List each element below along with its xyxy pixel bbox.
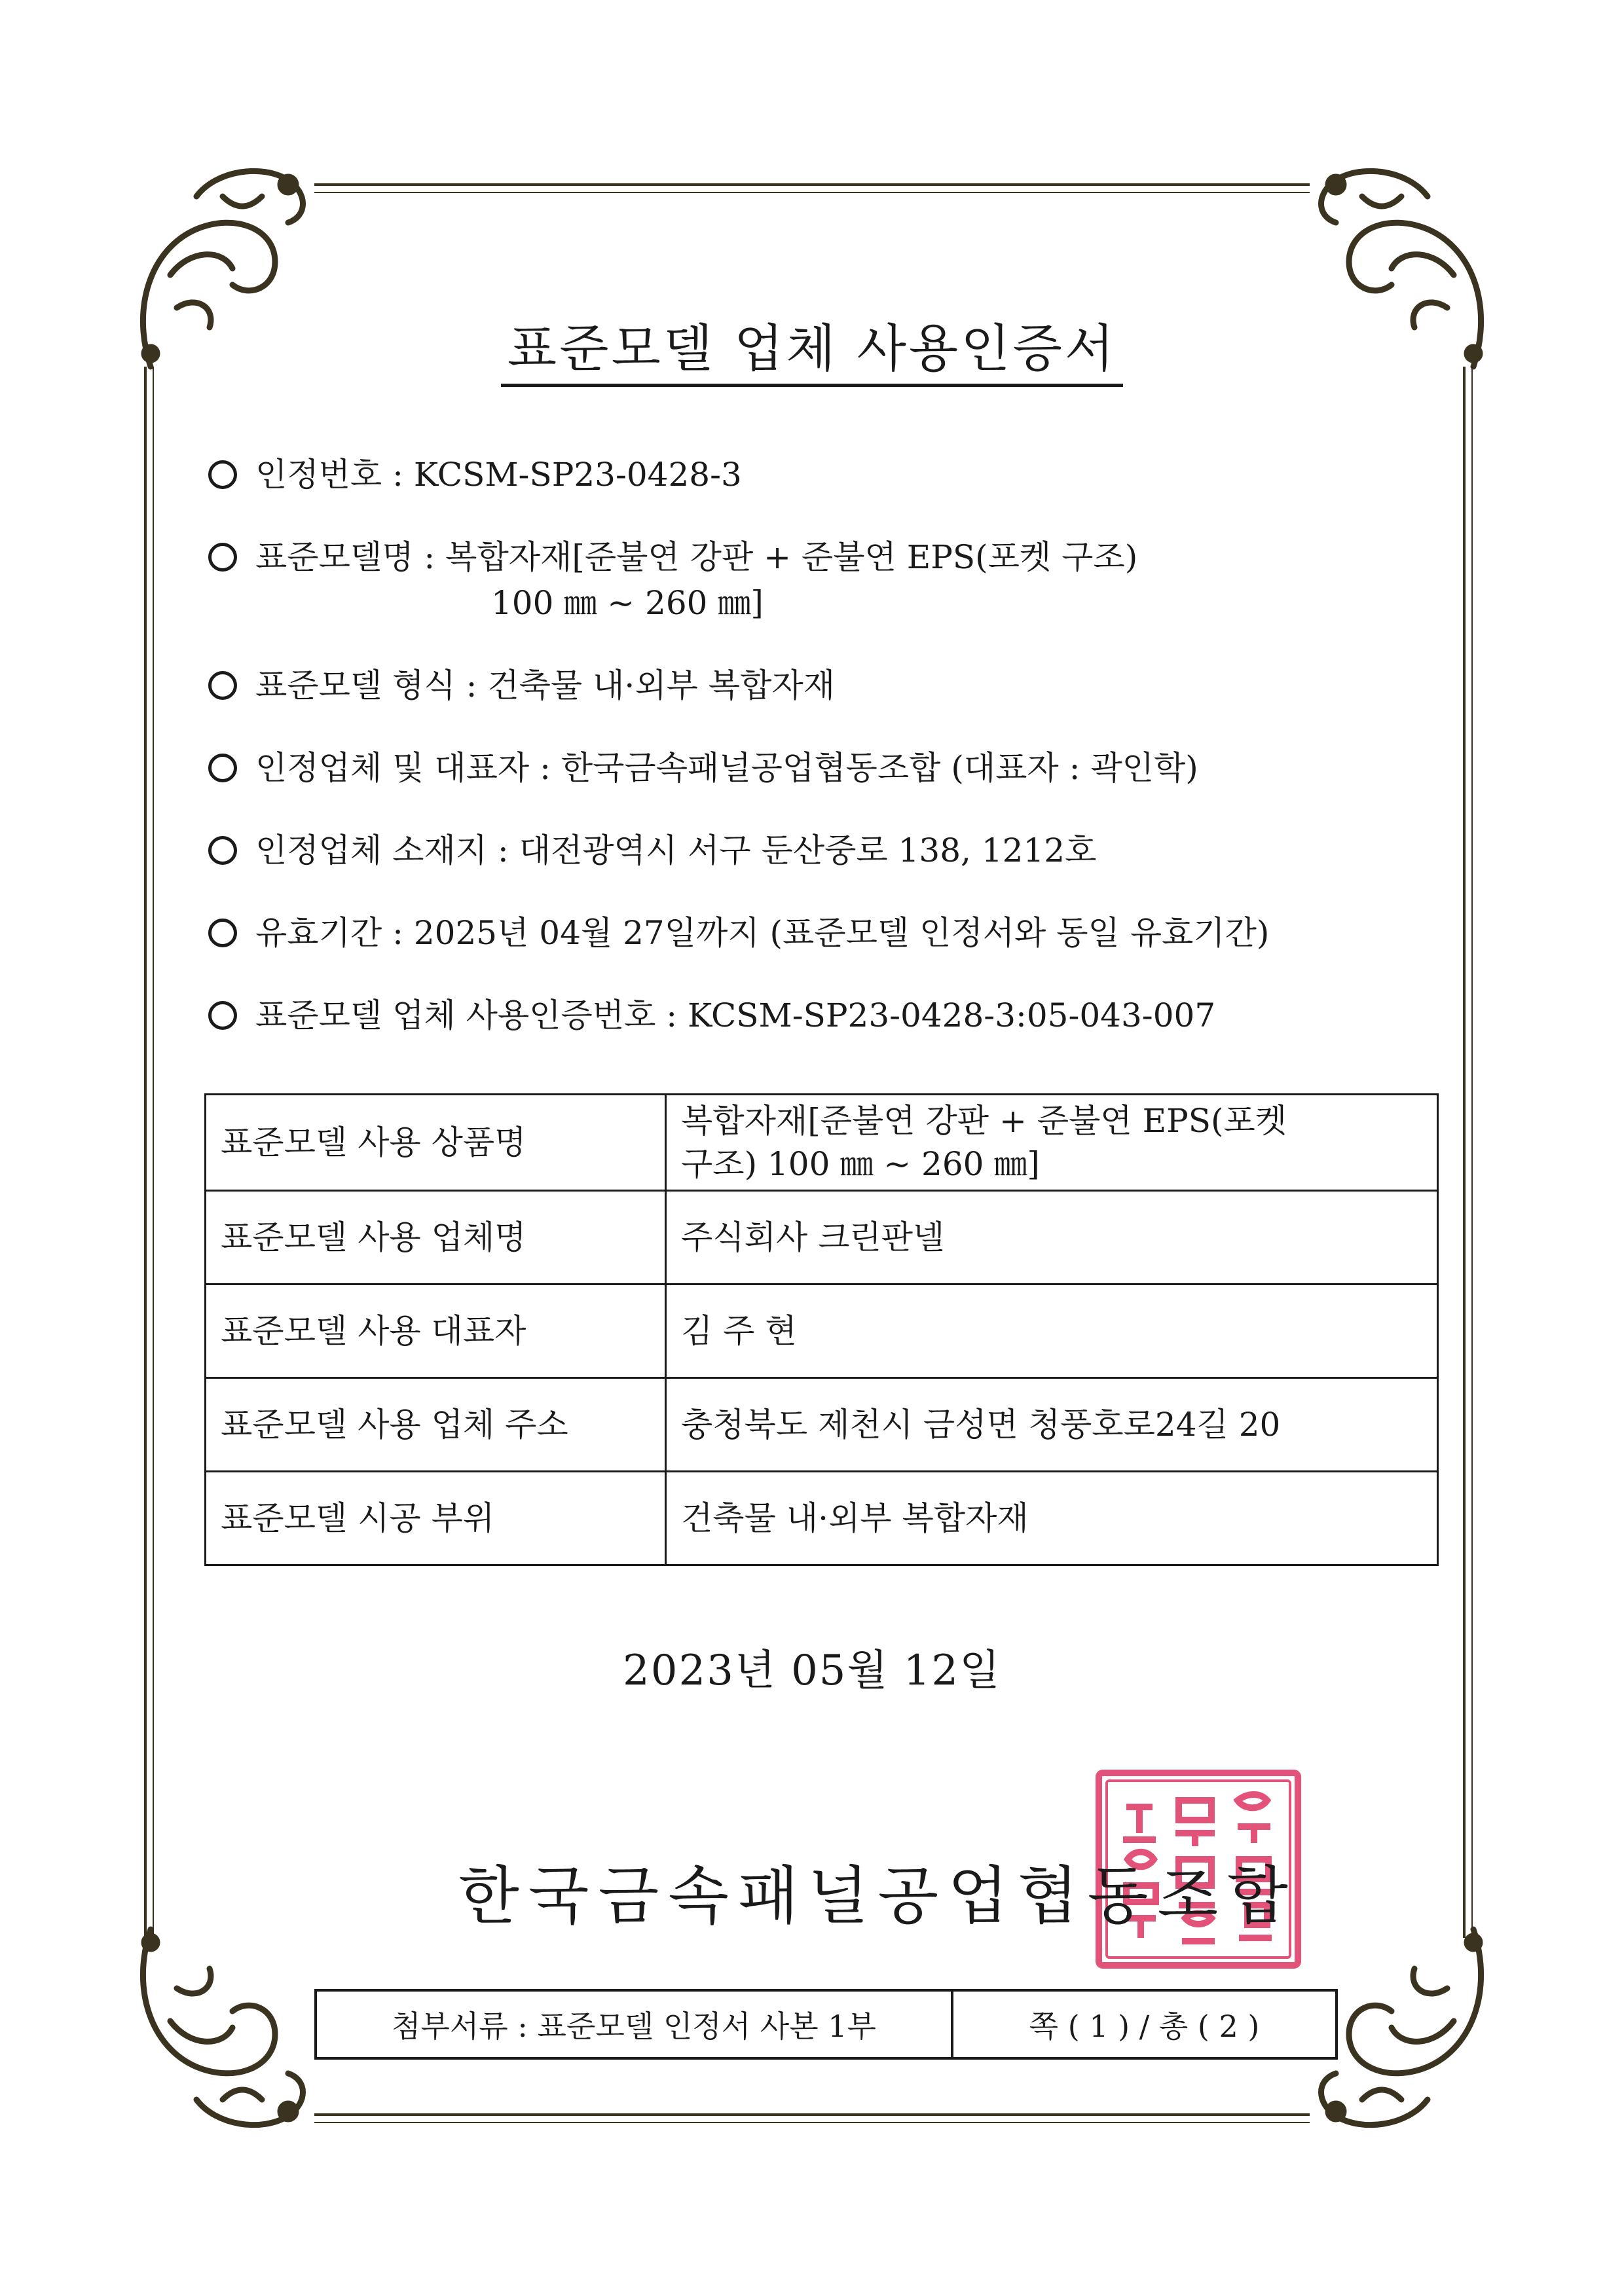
- item-company-address: [208, 828, 1485, 873]
- item-label: 인정번호 :: [255, 456, 414, 494]
- item-standard-model-name: [208, 534, 1485, 626]
- usage-info-table: [204, 1093, 1439, 1566]
- item-model-type: [208, 663, 1485, 708]
- item-label: 인정업체 소재지 :: [255, 831, 519, 869]
- table-value-cell: 건축물 내·외부 복합자재: [666, 1472, 1438, 1565]
- item-value: 한국금속패널공업협동조합 (대표자 : 곽인학): [561, 749, 1198, 787]
- table-value-cell: 주식회사 크린판넬: [666, 1191, 1438, 1285]
- circle-bullet-icon: [208, 754, 237, 782]
- cell-text: 복합자재[준불연 강판 + 준불연 EPS(포켓: [681, 1102, 1287, 1140]
- table-header-cell: 표준모델 시공 부위: [206, 1472, 666, 1565]
- table-value-cell: 김 주 현: [666, 1285, 1438, 1378]
- page-indicator: 쪽 ( 1 ) / 총 ( 2 ): [1029, 2009, 1260, 2044]
- item-value: KCSM-SP23-0428-3:05-043-007: [688, 996, 1216, 1034]
- item-usage-cert-number: [208, 993, 1485, 1038]
- item-validity-period: [208, 910, 1485, 956]
- certificate-title: 표준모델 업체 사용인증서: [0, 308, 1624, 381]
- attachment-note: 첨부서류 : 표준모델 인정서 사본 1부: [317, 1992, 953, 2057]
- item-label: 표준모델명 :: [255, 538, 446, 576]
- item-certified-company: [208, 745, 1485, 791]
- table-header-cell: 표준모델 사용 업체명: [206, 1191, 666, 1285]
- circle-bullet-icon: [208, 836, 237, 865]
- footer-box: [314, 1989, 1338, 2060]
- table-row: [206, 1095, 1438, 1191]
- item-label: 표준모델 업체 사용인증번호 :: [255, 996, 688, 1034]
- table-value-cell: 충청북도 제천시 금성면 청풍호로24길 20: [666, 1378, 1438, 1472]
- circle-bullet-icon: [208, 671, 237, 700]
- table-row: [206, 1285, 1438, 1378]
- issue-date: 2023년 05월 12일: [623, 1647, 1001, 1695]
- table-row: [206, 1472, 1438, 1565]
- issuer-name: 한국금속패널공업협동조합: [458, 1859, 1297, 1933]
- table-row: [206, 1191, 1438, 1285]
- circle-bullet-icon: [208, 919, 237, 947]
- cell-text-continued: 구조) 100 ㎜ ~ 260 ㎜]: [681, 1145, 1040, 1183]
- item-label: 인정업체 및 대표자 :: [255, 749, 561, 787]
- item-certification-number: [208, 452, 1485, 498]
- item-value: 복합자재[준불연 강판 + 준불연 EPS(포켓 구조): [445, 538, 1138, 576]
- item-value: 2025년 04월 27일까지 (표준모델 인정서와 동일 유효기간): [413, 914, 1270, 952]
- item-value-continued: 100 ㎜ ~ 260 ㎜]: [491, 584, 764, 622]
- table-value-cell: [666, 1095, 1438, 1191]
- table-header-cell: 표준모델 사용 업체 주소: [206, 1378, 666, 1472]
- item-label: 표준모델 형식 :: [255, 666, 488, 704]
- table-header-cell: 표준모델 사용 대표자: [206, 1285, 666, 1378]
- table-header-cell: 표준모델 사용 상품명: [206, 1095, 666, 1191]
- item-value: KCSM-SP23-0428-3: [413, 456, 742, 494]
- table-row: [206, 1378, 1438, 1472]
- item-label: 유효기간 :: [255, 914, 414, 952]
- circle-bullet-icon: [208, 460, 237, 489]
- item-value: 건축물 내·외부 복합자재: [487, 666, 836, 704]
- circle-bullet-icon: [208, 1001, 237, 1030]
- item-value: 대전광역시 서구 둔산중로 138, 1212호: [519, 831, 1097, 869]
- circle-bullet-icon: [208, 543, 237, 572]
- certificate-items: [208, 452, 1485, 1075]
